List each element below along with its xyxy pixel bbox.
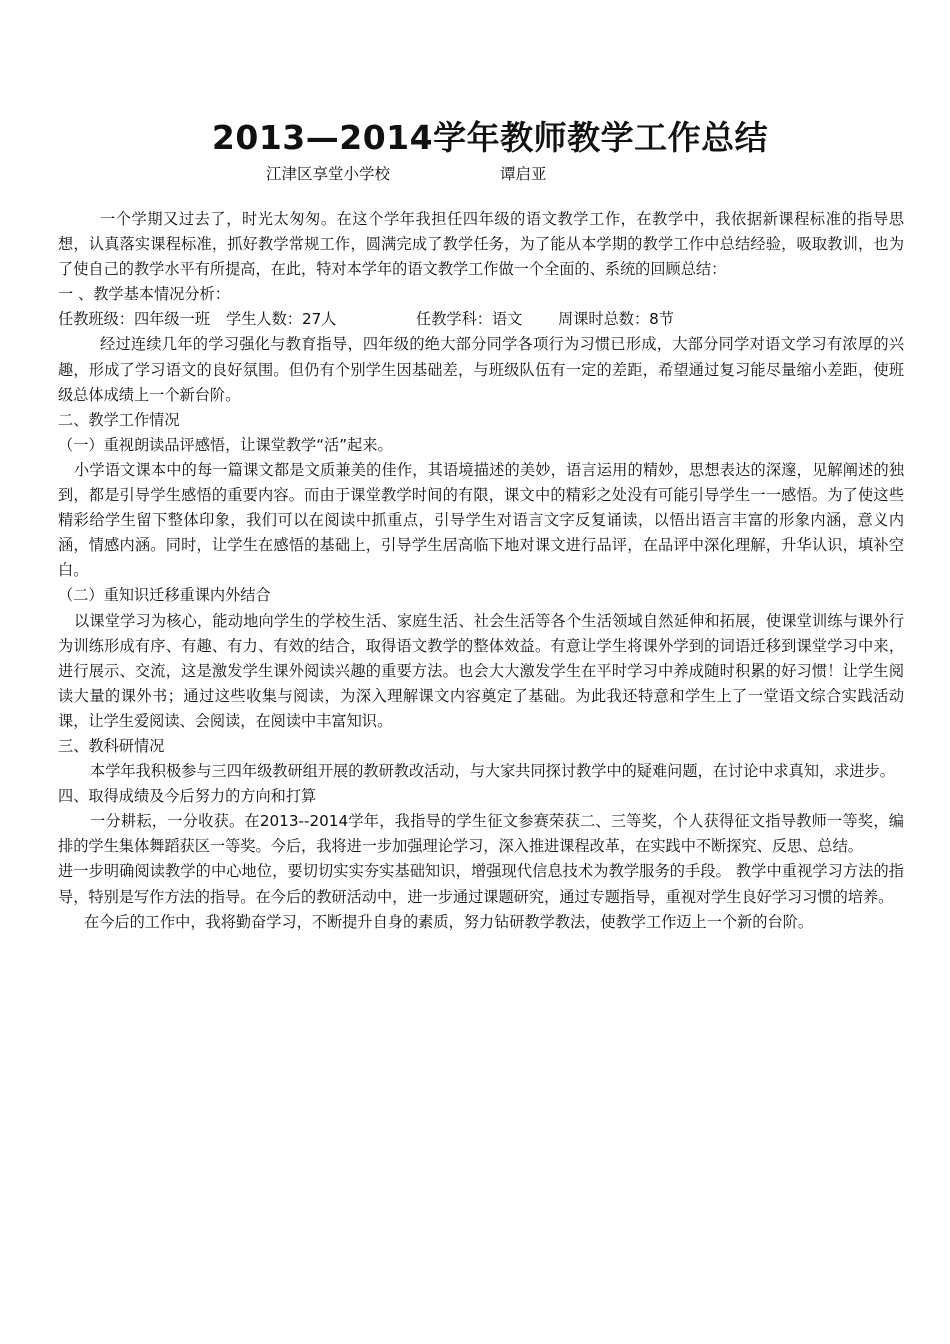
section-1-heading: 一 、教学基本情况分析：	[58, 285, 230, 304]
class-info-line	[58, 307, 904, 332]
info-subject: 任教学科：语文	[416, 310, 523, 329]
subsection-1-body: 小学语文课本中的每一篇课文都是文质兼美的佳作，其语境描述的美妙，语言运用的精妙，思想表达的深邃，见解阐述的独到，都是引导学生感悟的重要内容。而由于课堂教学时间的有限，课文中的精彩之处没有可能引导学生一一感悟。为了使这些精彩给学生留下整体印象，我们可以在阅读中抓重点，引导学生对语言文字反复诵读，以悟出语言丰富的形象内涵，意义内涵，情感内涵。同时，让学生在感悟的基础上，引导学生居高临下地对课文进行品评，在品评中深化理解，升华认识，填补空白。	[58, 460, 904, 580]
author-name: 谭启亚	[500, 165, 547, 183]
info-students: 学生人数：27人	[226, 310, 337, 329]
section-4-body-2: 进一步明确阅读教学的中心地位，要切切实实夯实基础知识，增强现代信息技术为教学服务的手段。 教学中重视学习方法的指导，特别是写作方法的指导。在今后的教研活动中，进一步通过课题研究，通过专题指导，重视对学生良好学习习惯的培养。	[58, 862, 904, 906]
section-2-heading: 二、教学工作情况	[58, 410, 180, 429]
subsection-2-body: 以课堂学习为核心，能动地向学生的学校生活、家庭生活、社会生活等各个生活领域自然延伸和拓展，使课堂训练与课外行为训练形成有序、有趣、有力、有效的结合，取得语文教学的整体效益。有意让学生将课外学到的词语迁移到课堂学习中来，进行展示、交流，这是激发学生课外阅读兴趣的重要方法。也会大大激发学生在平时学习中养成随时积累的好习惯！让学生阅读大量的课外书；通过这些收集与阅读，为深入理解课文内容奠定了基础。为此我还特意和学生上了一堂语文综合实践活动课，让学生爱阅读、会阅读，在阅读中丰富知识。	[58, 611, 904, 730]
school-name: 江津区享堂小学校	[266, 165, 391, 183]
intro-paragraph: 一个学期又过去了，时光太匆匆。在这个学年我担任四年级的语文教学工作，在教学中，我依据新课程标准的指导思想，认真落实课程标准，抓好教学常规工作，圆满完成了教学任务，为了能从本学期的教学工作中总结经验，吸取教训，也为了使自己的教学水平有所提高，在此，特对本学年的语文教学工作做一个全面的、系统的回顾总结：	[58, 210, 904, 279]
section-3-body: 本学年我积极参与三四年级教研组开展的教研教改活动，与大家共同探讨教学中的疑难问题，在讨论中求真知，求进步。	[90, 762, 895, 781]
info-class: 任教班级：四年级一班	[58, 310, 210, 329]
subsection-1-heading: （一）重视朗读品评感悟，让课堂教学“活”起来。	[58, 435, 393, 454]
section-3-heading: 三、教科研情况	[58, 736, 165, 755]
closing-paragraph: 在今后的工作中，我将勤奋学习，不断提升自身的素质，努力钻研教学教法，使教学工作迈上一个新的台阶。	[84, 912, 813, 931]
section-4-heading: 四、取得成绩及今后努力的方向和打算	[58, 787, 317, 806]
subsection-2-heading: （二）重知识迁移重课内外结合	[58, 586, 271, 605]
section-4-body-1: 一分耕耘，一分收获。在2013--2014学年，我指导的学生征文参赛荣获二、三等奖，个人获得征文指导教师一等奖，编排的学生集体舞蹈获区一等奖。今后，我将进一步加强理论学习，深入推进课程改革，在实践中不断探究、反思、总结。	[58, 812, 904, 856]
info-hours: 周课时总数：8节	[558, 310, 674, 329]
document-title: 2013—2014学年教师教学工作总结	[211, 118, 769, 157]
document-body	[58, 207, 904, 935]
section-1-body: 经过连续几年的学习强化与教育指导，四年级的绝大部分同学各项行为习惯已形成，大部分同学对语文学习有浓厚的兴趣，形成了学习语文的良好氛围。但仍有个别学生因基础差，与班级队伍有一定的差距，希望通过复习能尽量缩小差距，使班级总体成绩上一个新台阶。	[58, 335, 904, 404]
